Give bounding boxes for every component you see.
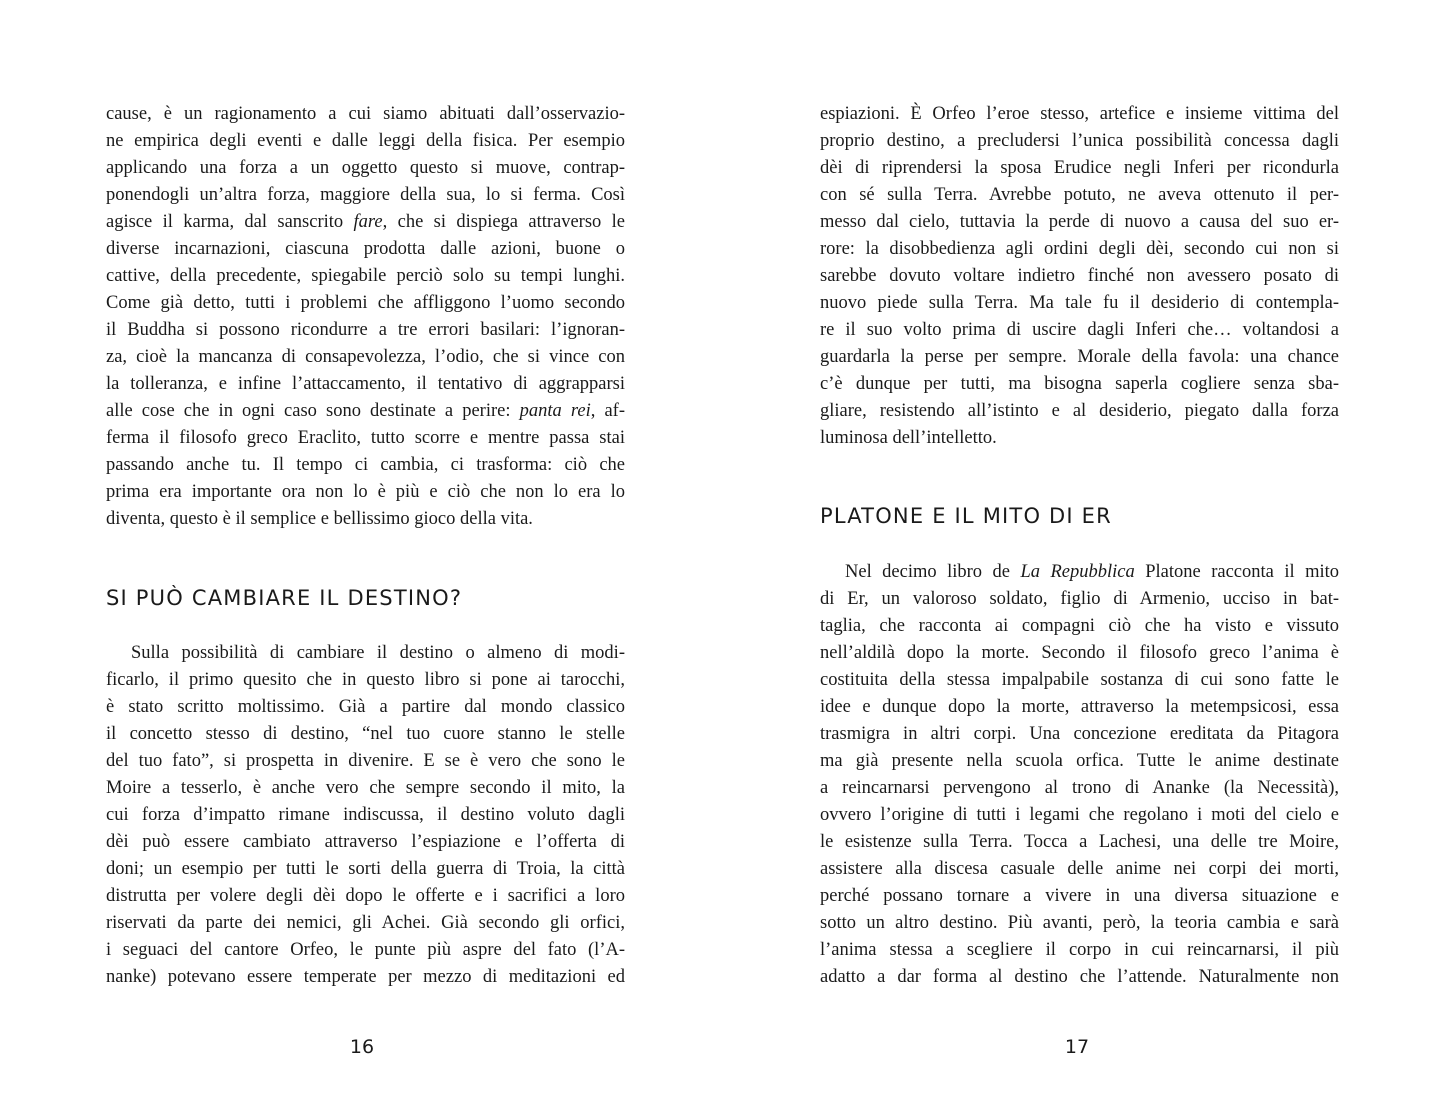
text-segment: alle cose che in ogni caso sono destinate a perire: <box>106 401 520 421</box>
text-line: è stato scritto moltissimo. Già a partire dal mondo classico <box>106 697 625 717</box>
text-line: diverse incarnazioni, ciascuna prodotta dalle azioni, buone o <box>106 239 625 259</box>
text-line: costituita della stessa impalpabile sostanza di cui sono fatte le <box>820 670 1339 690</box>
text-segment: Nel decimo libro de <box>845 562 1021 582</box>
text-line: re il suo volto prima di uscire dagli Inferi che… voltandosi a <box>820 320 1339 340</box>
text-line: diventa, questo è il semplice e bellissimo gioco della vita. <box>106 509 533 529</box>
text-line: guardarla la perse per sempre. Morale della favola: una chance <box>820 347 1339 367</box>
italic-term: panta rei <box>519 401 591 421</box>
text-line: riservati da parte dei nemici, gli Achei. Già secondo gli orfici, <box>106 913 625 933</box>
text-line: ma già presente nella scuola orfica. Tutte le anime destinate <box>820 751 1339 771</box>
text-line: ne empirica degli eventi e dalle leggi della fisica. Per esempio <box>106 131 625 151</box>
text-line: di Er, un valoroso soldato, figlio di Armenio, ucciso in bat- <box>820 589 1339 609</box>
text-line: ovvero l’origine di tutti i legami che regolano i moti del cielo e <box>820 805 1339 825</box>
text-line: a reincarnarsi pervengono al trono di Ananke (la Necessità), <box>820 778 1339 798</box>
text-line: perché possano tornare a vivere in una diversa situazione e <box>820 886 1339 906</box>
text-line: proprio destino, a precludersi l’unica possibilità concessa dagli <box>820 131 1339 151</box>
text-line: la tolleranza, e infine l’attaccamento, il tentativo di aggrapparsi <box>106 374 625 394</box>
text-line: doni; un esempio per tutti le sorti della guerra di Troia, la città <box>106 859 625 879</box>
text-line: con sé sulla Terra. Avrebbe potuto, ne aveva ottenuto il per- <box>820 185 1339 205</box>
text-segment: Platone racconta il mito <box>1134 562 1339 582</box>
left-page <box>0 0 722 1112</box>
text-line: i seguaci del cantore Orfeo, le punte più aspre del fato (l’A- <box>106 940 625 960</box>
text-line: il concetto stesso di destino, “nel tuo cuore stanno le stelle <box>106 724 625 744</box>
text-line: dèi può essere cambiato attraverso l’espiazione e l’offerta di <box>106 832 625 852</box>
text-line: sarebbe dovuto voltare indietro finché non avessero posato di <box>820 266 1339 286</box>
text-line: rore: la disobbedienza agli ordini degli dèi, secondo cui non si <box>820 239 1339 259</box>
text-line: assistere alla discesa casuale delle anime nei corpi dei morti, <box>820 859 1339 879</box>
text-line: le esistenze sulla Terra. Tocca a Lachesi, una delle tre Moire, <box>820 832 1339 852</box>
text-line: nuovo piede sulla Terra. Ma tale fu il desiderio di contempla- <box>820 293 1339 313</box>
text-line: adatto a dar forma al destino che l’attende. Naturalmente non <box>820 967 1339 987</box>
text-line: nanke) potevano essere temperate per mezzo di meditazioni ed <box>106 967 625 987</box>
page-number-right: 17 <box>1064 1036 1090 1058</box>
text-line: passando anche tu. Il tempo ci cambia, ci trasforma: ciò che <box>106 455 625 475</box>
text-line: ferma il filosofo greco Eraclito, tutto scorre e mentre passa stai <box>106 428 625 448</box>
text-line: c’è dunque per tutti, ma bisogna saperla cogliere senza sba- <box>820 374 1339 394</box>
text-line: del tuo fato”, si prospetta in divenire. E se è vero che sono le <box>106 751 625 771</box>
right-paragraph-bottom <box>820 559 1339 991</box>
text-line: cause, è un ragionamento a cui siamo abituati dall’osservazio- <box>106 104 625 124</box>
text-line: taglia, che racconta ai compagni ciò che ha visto e vissuto <box>820 616 1339 636</box>
text-line: prima era importante ora non lo è più e ciò che non lo era lo <box>106 482 625 502</box>
text-line: Come già detto, tutti i problemi che affliggono l’uomo secondo <box>106 293 625 313</box>
text-line: luminosa dell’intelletto. <box>820 428 997 448</box>
right-page <box>723 0 1445 1112</box>
text-line: Moire a tesserlo, è anche vero che sempre secondo il mito, la <box>106 778 625 798</box>
text-line: sotto un altro destino. Più avanti, però, la teoria cambia e sarà <box>820 913 1339 933</box>
section-heading-left: SI PUÒ CAMBIARE IL DESTINO? <box>106 586 463 610</box>
left-paragraph-top <box>106 101 625 533</box>
text-line: ponendogli un’altra forza, maggiore della sua, lo si ferma. Così <box>106 185 625 205</box>
text-line <box>106 209 625 236</box>
text-line: gliare, resistendo all’istinto e al desiderio, piegato dalla forza <box>820 401 1339 421</box>
text-line: distrutta per volere degli dèi dopo le offerte e i sacrifici a loro <box>106 886 625 906</box>
text-line: idee e dunque dopo la morte, attraverso la metempsicosi, essa <box>820 697 1339 717</box>
text-line: cui forza d’impatto rimane indiscussa, il destino voluto dagli <box>106 805 625 825</box>
right-paragraph-top <box>820 101 1339 452</box>
text-segment: agisce il karma, dal sanscrito <box>106 212 354 232</box>
left-paragraph-bottom <box>106 640 625 991</box>
text-line: Sulla possibilità di cambiare il destino o almeno di modi- <box>131 643 625 663</box>
text-line <box>106 398 625 425</box>
italic-term: La Repubblica <box>1020 562 1135 582</box>
text-line: dèi di riprendersi la sposa Erudice negli Inferi per ricondurla <box>820 158 1339 178</box>
text-line: cattive, della precedente, spiegabile perciò solo su tempi lunghi. <box>106 266 625 286</box>
text-segment: , af- <box>590 401 625 421</box>
text-line: za, cioè la mancanza di consapevolezza, l’odio, che si vince con <box>106 347 625 367</box>
text-line <box>820 559 1339 586</box>
text-line: espiazioni. È Orfeo l’eroe stesso, artefice e insieme vittima del <box>820 104 1339 124</box>
text-line: trasmigra in altri corpi. Una concezione ereditata da Pitagora <box>820 724 1339 744</box>
text-line: l’anima stessa a scegliere il corpo in cui reincarnarsi, il più <box>820 940 1339 960</box>
page-number-left: 16 <box>349 1036 375 1058</box>
italic-term: fare <box>353 212 383 232</box>
text-line: il Buddha si possono ricondurre a tre errori basilari: l’ignoran- <box>106 320 625 340</box>
text-line: nell’aldilà dopo la morte. Secondo il filosofo greco l’anima è <box>820 643 1339 663</box>
section-heading-right: PLATONE E IL MITO DI ER <box>820 504 1112 528</box>
text-segment: , che si dispiega attraverso le <box>382 212 626 232</box>
text-line: messo dal cielo, tuttavia la perde di nuovo a causa del suo er- <box>820 212 1339 232</box>
text-line: ficarlo, il primo quesito che in questo libro si pone ai tarocchi, <box>106 670 625 690</box>
text-line: applicando una forza a un oggetto questo si muove, contrap- <box>106 158 625 178</box>
